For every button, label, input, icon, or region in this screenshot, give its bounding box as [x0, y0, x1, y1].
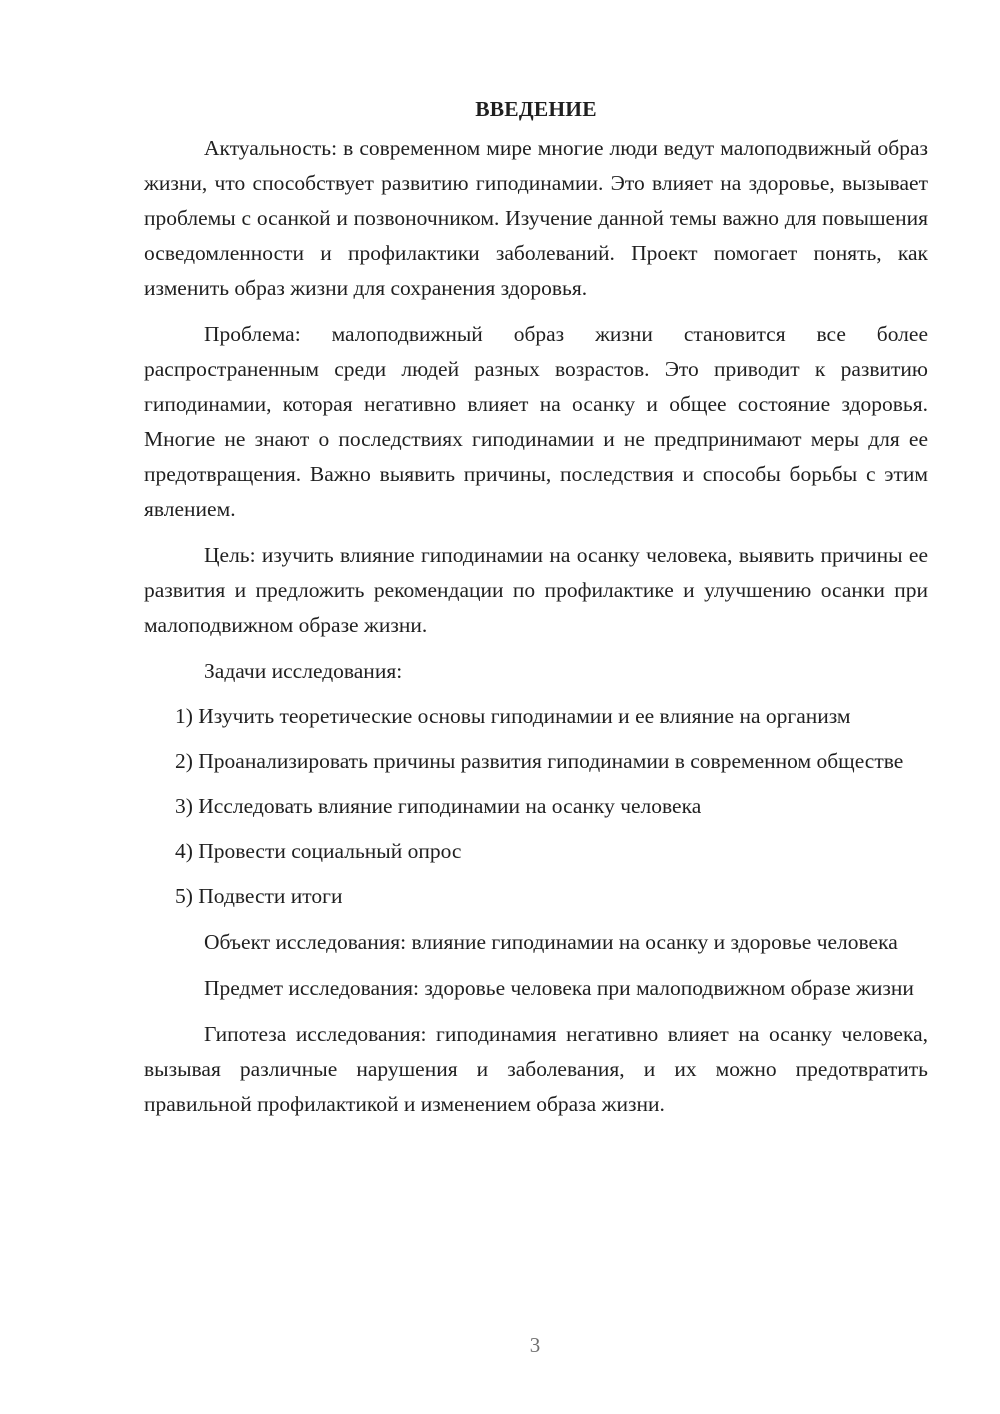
tasks-heading: Задачи исследования: — [204, 659, 403, 683]
object-paragraph: Объект исследования: влияние гиподинамии на осанку и здоровье человека — [204, 930, 898, 954]
task-item-4: 4) Провести социальный опрос — [175, 839, 462, 863]
subject-paragraph: Предмет исследования: здоровье человека при малоподвижном образе жизни — [204, 976, 914, 1000]
document-page — [144, 92, 928, 1122]
goal-paragraph: Цель: изучить влияние гиподинамии на осанку человека, выявить причины ее развития и предложить рекомендации по профилактике и улучшению осанки при малоподвижном образе жизни. — [144, 543, 928, 637]
tasks-list — [144, 699, 928, 914]
page-number: 3 — [529, 1333, 541, 1357]
section-title: ВВЕДЕНИЕ — [475, 97, 597, 121]
problem-paragraph: Проблема: малоподвижный образ жизни становится все более распространенным среди людей разных возрастов. Это приводит к развитию гиподинамии, которая негативно влияет на осанку и общее состояние здоровья. Многие не знают о последствиях гиподинамии и не предпринимают меры для ее предотвращения. Важно выявить причины, последствия и способы борьбы с этим явлением. — [144, 322, 928, 521]
task-item-5: 5) Подвести итоги — [175, 884, 343, 908]
task-item-1: 1) Изучить теоретические основы гиподинамии и ее влияние на организм — [175, 704, 851, 728]
relevance-paragraph: Актуальность: в современном мире многие люди ведут малоподвижный образ жизни, что способствует развитию гиподинамии. Это влияет на здоровье, вызывает проблемы с осанкой и позвоночником. Изучение данной темы важно для повышения осведомленности и профилактики заболеваний. Проект помогает понять, как изменить образ жизни для сохранения здоровья. — [144, 136, 928, 300]
task-item-2: 2) Проанализировать причины развития гиподинамии в современном обществе — [175, 749, 904, 773]
hypothesis-paragraph: Гипотеза исследования: гиподинамия негативно влияет на осанку человека, вызывая различные нарушения и заболевания, и их можно предотвратить правильной профилактикой и изменением образа жизни. — [144, 1022, 928, 1116]
task-item-3: 3) Исследовать влияние гиподинамии на осанку человека — [175, 794, 702, 818]
